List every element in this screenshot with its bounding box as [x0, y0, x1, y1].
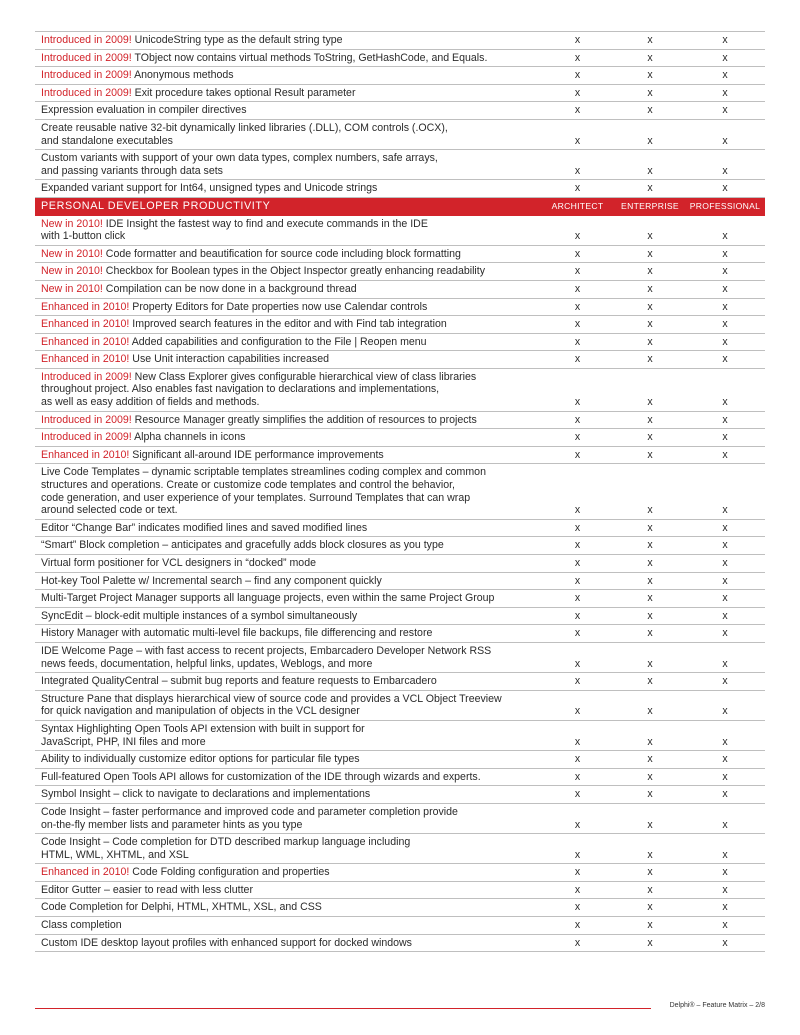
mark-enterprise: x: [615, 245, 685, 263]
mark-architect: x: [540, 519, 615, 537]
mark-architect: x: [540, 245, 615, 263]
feature-tag: Introduced in 2009!: [41, 69, 132, 82]
mark-enterprise: x: [615, 84, 685, 102]
mark-architect: x: [540, 119, 615, 149]
feature-text: Improved search features in the editor and with Find tab integration: [129, 318, 447, 331]
mark-architect: x: [540, 555, 615, 573]
feature-text: Checkbox for Boolean types in the Object Inspector greatly enhancing readability: [102, 265, 486, 278]
feature-description: [35, 446, 540, 464]
feature-tag: Introduced in 2009!: [41, 370, 132, 383]
mark-enterprise: x: [615, 607, 685, 625]
mark-architect: x: [540, 215, 615, 245]
mark-enterprise: x: [615, 519, 685, 537]
feature-description: [35, 32, 540, 50]
footer-text: Delphi® – Feature Matrix – 2/8: [669, 1002, 765, 1009]
feature-text: TObject now contains virtual methods ToString, GetHashCode, and Equals.: [131, 51, 488, 64]
feature-text: Custom IDE desktop layout profiles with enhanced support for docked windows: [41, 936, 412, 949]
mark-architect: x: [540, 429, 615, 447]
feature-description: [35, 368, 540, 411]
feature-row: [35, 917, 765, 935]
mark-enterprise: x: [615, 751, 685, 769]
mark-professional: x: [685, 590, 765, 608]
feature-tag: Introduced in 2009!: [41, 86, 132, 99]
mark-professional: x: [685, 803, 765, 833]
feature-text: IDE Insight the fastest way to find and execute commands in the IDE with 1-button click: [41, 217, 428, 243]
feature-row: [35, 102, 765, 120]
feature-row: [35, 316, 765, 334]
feature-text: Hot-key Tool Palette w/ Incremental search – find any component quickly: [41, 574, 382, 587]
feature-description: [35, 934, 540, 952]
feature-description: [35, 215, 540, 245]
mark-enterprise: x: [615, 590, 685, 608]
feature-row: [35, 881, 765, 899]
footer-rule: [35, 1008, 651, 1009]
feature-tag: Introduced in 2009!: [41, 51, 132, 64]
mark-enterprise: x: [615, 720, 685, 750]
mark-professional: x: [685, 881, 765, 899]
mark-architect: x: [540, 607, 615, 625]
mark-enterprise: x: [615, 881, 685, 899]
feature-description: [35, 102, 540, 120]
mark-professional: x: [685, 67, 765, 85]
feature-row: [35, 446, 765, 464]
feature-text: Code Insight – faster performance and improved code and parameter completion provide on-the-fly member lists and parameter hints as you type: [41, 805, 458, 831]
feature-text: Alpha channels in icons: [131, 431, 246, 444]
mark-architect: x: [540, 673, 615, 691]
feature-tag: Enhanced in 2010!: [41, 353, 130, 366]
feature-text: Integrated QualityCentral – submit bug reports and feature requests to Embarcadero: [41, 675, 437, 688]
mark-professional: x: [685, 673, 765, 691]
mark-enterprise: x: [615, 786, 685, 804]
mark-professional: x: [685, 245, 765, 263]
mark-enterprise: x: [615, 642, 685, 672]
column-header-professional: PROFESSIONAL: [685, 197, 765, 215]
mark-architect: x: [540, 642, 615, 672]
mark-architect: x: [540, 316, 615, 334]
feature-text: Create reusable native 32-bit dynamically linked libraries (.DLL), COM controls (.OCX), and standalone executables: [41, 121, 448, 147]
section-header-group: [35, 197, 765, 215]
mark-enterprise: x: [615, 572, 685, 590]
mark-professional: x: [685, 49, 765, 67]
feature-text: Exit procedure takes optional Result parameter: [131, 86, 356, 99]
feature-tag: New in 2010!: [41, 247, 103, 260]
mark-enterprise: x: [615, 917, 685, 935]
feature-row: [35, 834, 765, 864]
mark-professional: x: [685, 864, 765, 882]
feature-description: [35, 263, 540, 281]
feature-text: Editor Gutter – easier to read with less clutter: [41, 883, 253, 896]
mark-enterprise: x: [615, 67, 685, 85]
feature-description: [35, 537, 540, 555]
feature-row: [35, 519, 765, 537]
mark-enterprise: x: [615, 934, 685, 952]
feature-row: [35, 180, 765, 198]
mark-architect: x: [540, 786, 615, 804]
mark-architect: x: [540, 180, 615, 198]
mark-professional: x: [685, 917, 765, 935]
mark-architect: x: [540, 537, 615, 555]
feature-text: Class completion: [41, 919, 122, 932]
mark-enterprise: x: [615, 32, 685, 50]
mark-enterprise: x: [615, 803, 685, 833]
mark-architect: x: [540, 298, 615, 316]
mark-architect: x: [540, 150, 615, 180]
column-header-enterprise: ENTERPRISE: [615, 197, 685, 215]
feature-row: [35, 642, 765, 672]
feature-text: Multi-Target Project Manager supports all language projects, even within the same Project Group: [41, 592, 495, 605]
mark-professional: x: [685, 84, 765, 102]
productivity-features-rows: [35, 215, 765, 952]
feature-description: [35, 464, 540, 519]
mark-enterprise: x: [615, 150, 685, 180]
feature-row: [35, 768, 765, 786]
feature-description: [35, 607, 540, 625]
mark-professional: x: [685, 751, 765, 769]
feature-description: [35, 555, 540, 573]
feature-description: [35, 768, 540, 786]
feature-description: [35, 720, 540, 750]
feature-description: [35, 590, 540, 608]
mark-professional: x: [685, 368, 765, 411]
feature-description: [35, 84, 540, 102]
mark-architect: x: [540, 280, 615, 298]
feature-row: [35, 119, 765, 149]
mark-professional: x: [685, 834, 765, 864]
feature-text: Custom variants with support of your own data types, complex numbers, safe arrays, and passing variants through data sets: [41, 152, 438, 177]
feature-description: [35, 864, 540, 882]
feature-text: Anonymous methods: [131, 69, 234, 82]
feature-row: [35, 751, 765, 769]
mark-professional: x: [685, 429, 765, 447]
mark-professional: x: [685, 180, 765, 198]
feature-text: Editor “Change Bar” indicates modified lines and saved modified lines: [41, 521, 368, 534]
mark-enterprise: x: [615, 429, 685, 447]
mark-architect: x: [540, 49, 615, 67]
mark-architect: x: [540, 102, 615, 120]
feature-description: [35, 673, 540, 691]
feature-text: Ability to individually customize editor options for particular file types: [41, 753, 360, 766]
feature-text: IDE Welcome Page – with fast access to recent projects, Embarcadero Developer Network RSS news feeds, documentation, helpful links, updates, Weblogs, and more: [41, 644, 492, 670]
feature-text: Expression evaluation in compiler directives: [41, 104, 247, 117]
mark-enterprise: x: [615, 180, 685, 198]
feature-row: [35, 864, 765, 882]
feature-text: UnicodeString type as the default string type: [131, 34, 343, 46]
feature-description: [35, 690, 540, 720]
feature-description: [35, 899, 540, 917]
mark-enterprise: x: [615, 625, 685, 643]
mark-professional: x: [685, 572, 765, 590]
feature-tag: Introduced in 2009!: [41, 431, 132, 444]
mark-enterprise: x: [615, 263, 685, 281]
feature-description: [35, 411, 540, 429]
feature-description: [35, 280, 540, 298]
mark-architect: x: [540, 411, 615, 429]
feature-text: Full-featured Open Tools API allows for customization of the IDE through wizards and experts.: [41, 770, 481, 783]
feature-tag: New in 2010!: [41, 217, 103, 230]
mark-architect: x: [540, 690, 615, 720]
mark-enterprise: x: [615, 298, 685, 316]
feature-description: [35, 834, 540, 864]
feature-row: [35, 934, 765, 952]
feature-text: Significant all-around IDE performance improvements: [129, 448, 384, 461]
mark-architect: x: [540, 720, 615, 750]
mark-enterprise: x: [615, 768, 685, 786]
mark-professional: x: [685, 899, 765, 917]
mark-architect: x: [540, 464, 615, 519]
mark-enterprise: x: [615, 864, 685, 882]
mark-enterprise: x: [615, 464, 685, 519]
mark-professional: x: [685, 720, 765, 750]
feature-description: [35, 625, 540, 643]
mark-professional: x: [685, 768, 765, 786]
feature-text: New Class Explorer gives configurable hierarchical view of class libraries throughout project. Also enables fast navigation to declarations and implementations, as well as easy addition of fields and methods.: [41, 370, 477, 409]
feature-description: [35, 881, 540, 899]
feature-tag: Enhanced in 2010!: [41, 448, 130, 461]
mark-enterprise: x: [615, 834, 685, 864]
feature-row: [35, 67, 765, 85]
feature-row: [35, 555, 765, 573]
feature-text: Code Completion for Delphi, HTML, XHTML, XSL, and CSS: [41, 901, 322, 914]
mark-professional: x: [685, 464, 765, 519]
feature-row: [35, 215, 765, 245]
feature-row: [35, 690, 765, 720]
mark-professional: x: [685, 351, 765, 369]
mark-architect: x: [540, 32, 615, 50]
mark-professional: x: [685, 519, 765, 537]
feature-description: [35, 67, 540, 85]
feature-text: Live Code Templates – dynamic scriptable templates streamlines coding complex and common structures and operations. Create or customize code templates and control the behavior, code generation, and user experience of your templates. Surround Templates that can wrap around selected code or text.: [41, 466, 486, 517]
mark-architect: x: [540, 351, 615, 369]
mark-professional: x: [685, 625, 765, 643]
feature-description: [35, 180, 540, 198]
mark-architect: x: [540, 625, 615, 643]
mark-enterprise: x: [615, 280, 685, 298]
mark-professional: x: [685, 280, 765, 298]
feature-text: Code formatter and beautification for source code including block formatting: [102, 247, 461, 260]
feature-text: History Manager with automatic multi-level file backups, file differencing and restore: [41, 627, 433, 640]
mark-architect: x: [540, 864, 615, 882]
mark-professional: x: [685, 690, 765, 720]
feature-text: SyncEdit – block-edit multiple instances of a symbol simultaneously: [41, 609, 358, 622]
feature-row: [35, 32, 765, 50]
mark-enterprise: x: [615, 351, 685, 369]
feature-row: [35, 786, 765, 804]
mark-professional: x: [685, 642, 765, 672]
feature-row: [35, 84, 765, 102]
feature-row: [35, 263, 765, 281]
feature-row: [35, 429, 765, 447]
mark-enterprise: x: [615, 316, 685, 334]
mark-enterprise: x: [615, 673, 685, 691]
feature-row: [35, 333, 765, 351]
feature-description: [35, 917, 540, 935]
mark-professional: x: [685, 934, 765, 952]
feature-text: Resource Manager greatly simplifies the addition of resources to projects: [131, 413, 477, 426]
column-header-architect: ARCHITECT: [540, 197, 615, 215]
feature-text: Property Editors for Date properties now use Calendar controls: [129, 300, 428, 313]
mark-architect: x: [540, 263, 615, 281]
feature-text: Symbol Insight – click to navigate to declarations and implementations: [41, 788, 371, 801]
mark-architect: x: [540, 768, 615, 786]
feature-row: [35, 625, 765, 643]
mark-enterprise: x: [615, 333, 685, 351]
feature-row: [35, 673, 765, 691]
feature-row: [35, 411, 765, 429]
feature-text: Virtual form positioner for VCL designers in “docked” mode: [41, 557, 316, 569]
mark-professional: x: [685, 32, 765, 50]
mark-architect: x: [540, 934, 615, 952]
mark-professional: x: [685, 298, 765, 316]
mark-professional: x: [685, 537, 765, 555]
feature-tag: Enhanced in 2010!: [41, 335, 130, 348]
mark-architect: x: [540, 917, 615, 935]
mark-architect: x: [540, 751, 615, 769]
mark-architect: x: [540, 590, 615, 608]
feature-text: “Smart” Block completion – anticipates and gracefully adds block closures as you type: [41, 539, 444, 552]
feature-text: Structure Pane that displays hierarchical view of source code and provides a VCL Object Treeview for quick navigation and manipulation of objects in the VCL designer: [41, 692, 502, 718]
feature-row: [35, 803, 765, 833]
mark-enterprise: x: [615, 446, 685, 464]
feature-matrix-table: [35, 31, 765, 952]
mark-architect: x: [540, 899, 615, 917]
mark-professional: x: [685, 411, 765, 429]
mark-architect: x: [540, 84, 615, 102]
feature-text: Added capabilities and configuration to the File | Reopen menu: [129, 335, 427, 348]
feature-text: Code Insight – Code completion for DTD described markup language including HTML, WML, XHTML, and XSL: [41, 836, 411, 861]
feature-row: [35, 899, 765, 917]
feature-matrix-page: [35, 31, 765, 952]
feature-row: [35, 464, 765, 519]
mark-enterprise: x: [615, 899, 685, 917]
feature-description: [35, 572, 540, 590]
feature-description: [35, 642, 540, 672]
mark-architect: x: [540, 834, 615, 864]
mark-architect: x: [540, 881, 615, 899]
feature-tag: New in 2010!: [41, 282, 103, 295]
feature-description: [35, 245, 540, 263]
feature-description: [35, 786, 540, 804]
feature-row: [35, 368, 765, 411]
feature-tag: Introduced in 2009!: [41, 34, 132, 46]
mark-professional: x: [685, 150, 765, 180]
mark-enterprise: x: [615, 555, 685, 573]
feature-row: [35, 49, 765, 67]
feature-row: [35, 298, 765, 316]
feature-description: [35, 298, 540, 316]
mark-professional: x: [685, 316, 765, 334]
feature-description: [35, 333, 540, 351]
mark-enterprise: x: [615, 368, 685, 411]
feature-row: [35, 351, 765, 369]
mark-professional: x: [685, 555, 765, 573]
mark-professional: x: [685, 607, 765, 625]
feature-description: [35, 150, 540, 180]
language-features-rows: [35, 32, 765, 198]
feature-tag: Enhanced in 2010!: [41, 318, 130, 331]
feature-row: [35, 280, 765, 298]
mark-enterprise: x: [615, 49, 685, 67]
mark-enterprise: x: [615, 690, 685, 720]
feature-row: [35, 245, 765, 263]
feature-description: [35, 751, 540, 769]
feature-text: Use Unit interaction capabilities increased: [129, 353, 329, 366]
feature-row: [35, 720, 765, 750]
feature-description: [35, 429, 540, 447]
section-title: PERSONAL DEVELOPER PRODUCTIVITY: [35, 197, 540, 215]
mark-professional: x: [685, 215, 765, 245]
feature-tag: Introduced in 2009!: [41, 413, 132, 426]
mark-architect: x: [540, 67, 615, 85]
feature-description: [35, 316, 540, 334]
mark-architect: x: [540, 333, 615, 351]
feature-description: [35, 519, 540, 537]
mark-architect: x: [540, 803, 615, 833]
feature-text: Compilation can be now done in a background thread: [102, 282, 357, 295]
mark-enterprise: x: [615, 215, 685, 245]
mark-professional: x: [685, 263, 765, 281]
feature-description: [35, 803, 540, 833]
mark-professional: x: [685, 119, 765, 149]
feature-tag: Enhanced in 2010!: [41, 300, 130, 313]
mark-architect: x: [540, 572, 615, 590]
feature-text: Code Folding configuration and properties: [129, 866, 330, 879]
mark-professional: x: [685, 786, 765, 804]
feature-row: [35, 150, 765, 180]
mark-enterprise: x: [615, 537, 685, 555]
feature-description: [35, 351, 540, 369]
feature-text: Syntax Highlighting Open Tools API extension with built in support for JavaScript, PHP, INI files and more: [41, 722, 365, 748]
mark-architect: x: [540, 368, 615, 411]
feature-tag: New in 2010!: [41, 265, 103, 278]
feature-row: [35, 572, 765, 590]
mark-professional: x: [685, 446, 765, 464]
feature-row: [35, 607, 765, 625]
mark-enterprise: x: [615, 411, 685, 429]
mark-enterprise: x: [615, 119, 685, 149]
feature-text: Expanded variant support for Int64, unsigned types and Unicode strings: [41, 182, 378, 195]
feature-description: [35, 49, 540, 67]
mark-architect: x: [540, 446, 615, 464]
mark-enterprise: x: [615, 102, 685, 120]
feature-row: [35, 537, 765, 555]
mark-professional: x: [685, 333, 765, 351]
mark-professional: x: [685, 102, 765, 120]
feature-row: [35, 590, 765, 608]
section-header-personal-developer-productivity: [35, 197, 765, 215]
feature-description: [35, 119, 540, 149]
feature-tag: Enhanced in 2010!: [41, 866, 130, 879]
